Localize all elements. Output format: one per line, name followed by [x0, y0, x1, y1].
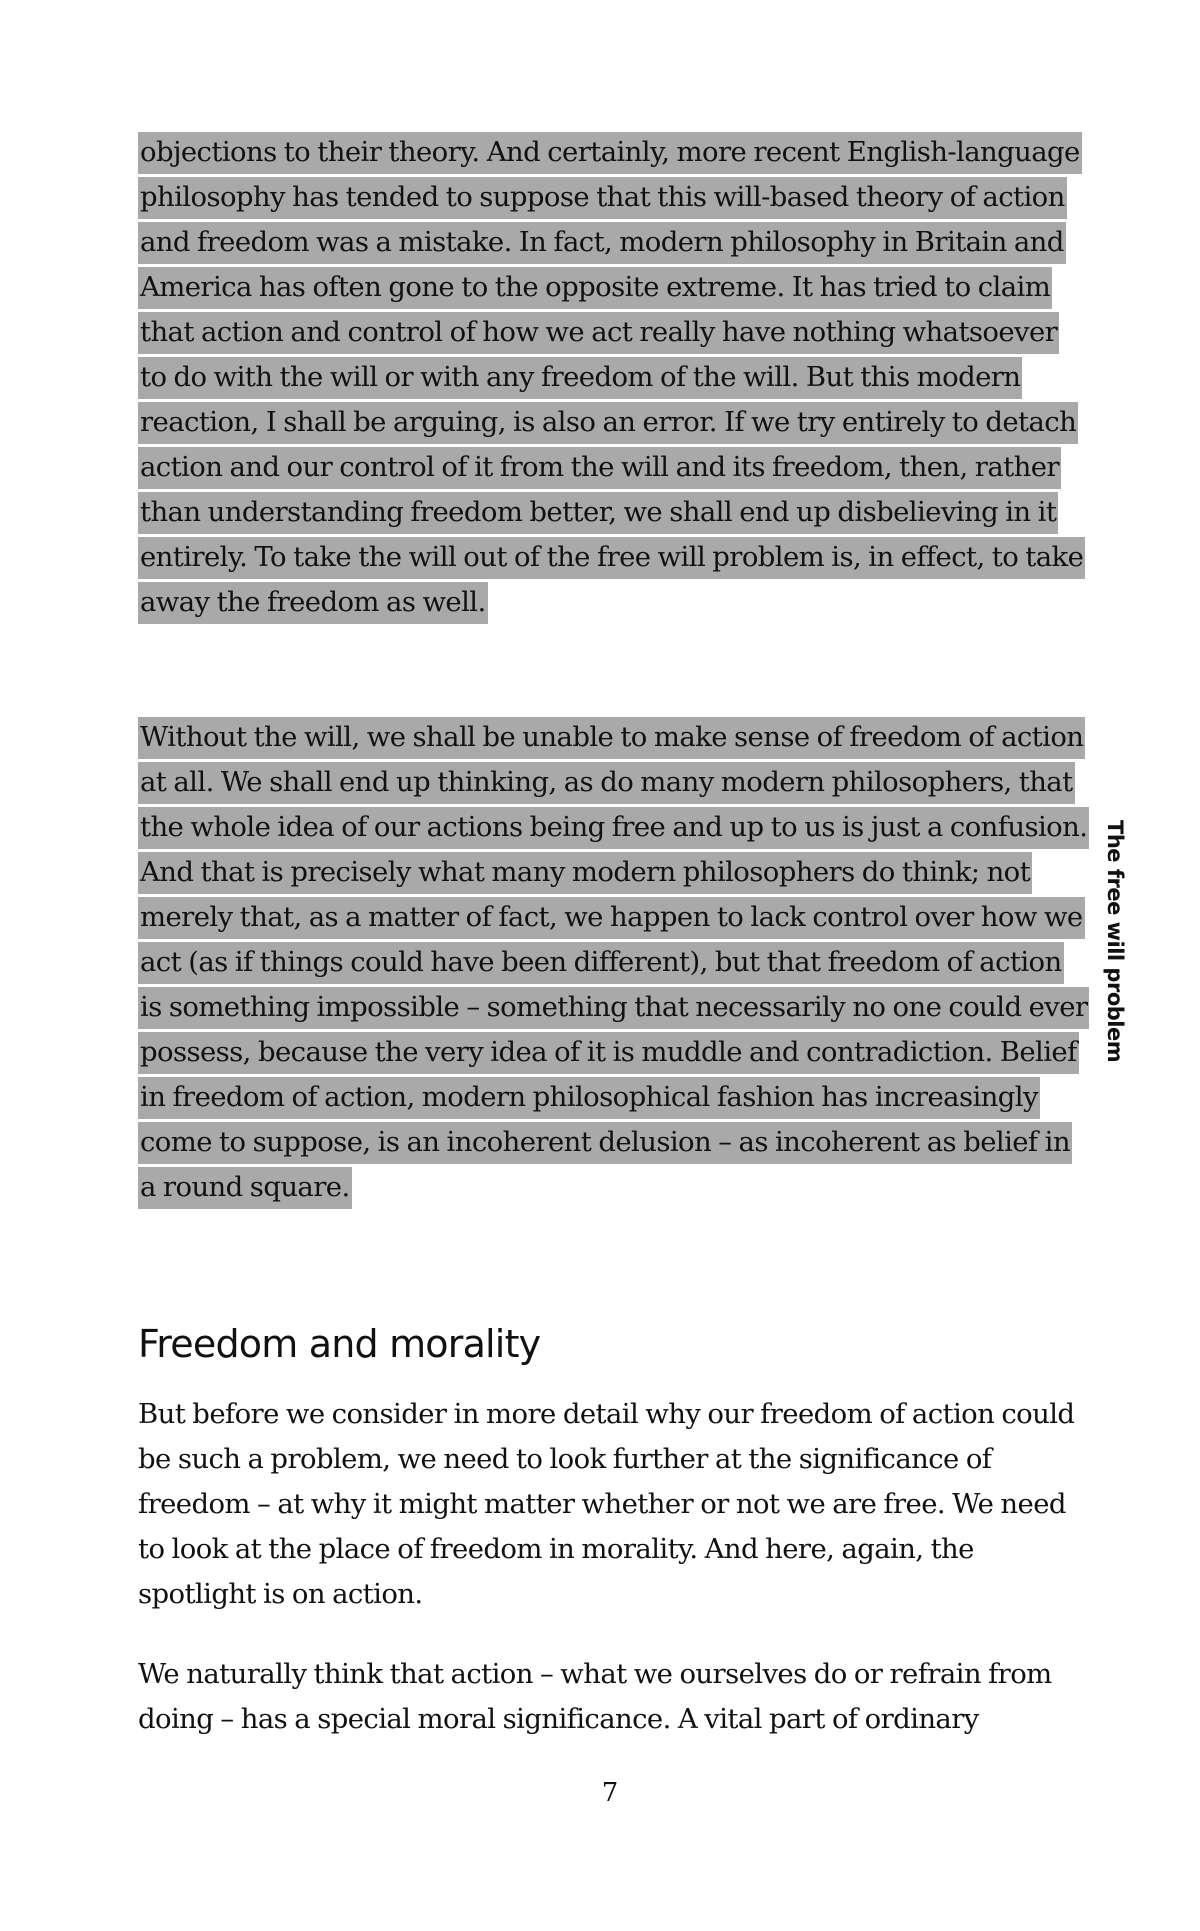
- paragraph-3: [138, 1392, 1088, 1617]
- running-head: The free will problem: [1103, 820, 1127, 1063]
- paragraph-text[interactable]: Without the will, we shall be unable to make sense of freedom of action at all. We shall end up thinking, as do many modern philosophers, that the whole idea of our actions being free and up to us is just a confusion. And that is precisely what many modern philosophers do think; not merely that, as a matter of fact, we happen to lack control over how we act (as if things could have been different), but that freedom of action is something impossible – something that necessarily no one could ever possess, because the very idea of it is muddle and contradiction. Belief in freedom of action, modern philosophical fashion has increasingly come to suppose, is an incoherent delusion – as incoherent as belief in a round square.: [138, 717, 1089, 1209]
- section-heading: Freedom and morality: [138, 1322, 541, 1366]
- paragraph-text[interactable]: objections to their theory. And certainly, more recent English-language philosophy has tended to suppose that this will-based theory of action and freedom was a mistake. In fact, modern philosophy in Britain and America has often gone to the opposite extreme. It has tried to claim that action and control of how we act really have nothing whatsoever to do with the will or with any freedom of the will. But this modern reaction, I shall be arguing, is also an error. If we try entirely to detach action and our control of it from the will and its freedom, then, rather than understanding freedom better, we shall end up disbelieving in it entirely. To take the will out of the free will problem is, in effect, to take away the freedom as well.: [138, 132, 1085, 624]
- paragraph-4: [138, 1652, 1088, 1742]
- page-number: 7: [601, 1778, 619, 1808]
- highlighted-paragraph-1: [138, 130, 1088, 625]
- paragraph-text: We naturally think that action – what we ourselves do or refrain from doing – has a special moral significance. A vital part of ordinary: [138, 1658, 1052, 1735]
- paragraph-text: But before we consider in more detail why our freedom of action could be such a problem, we need to look further at the significance of freedom – at why it might matter whether or not we are free. We need to look at the place of freedom in morality. And here, again, the spotlight is on action.: [138, 1398, 1075, 1610]
- highlighted-paragraph-2: [138, 715, 1088, 1210]
